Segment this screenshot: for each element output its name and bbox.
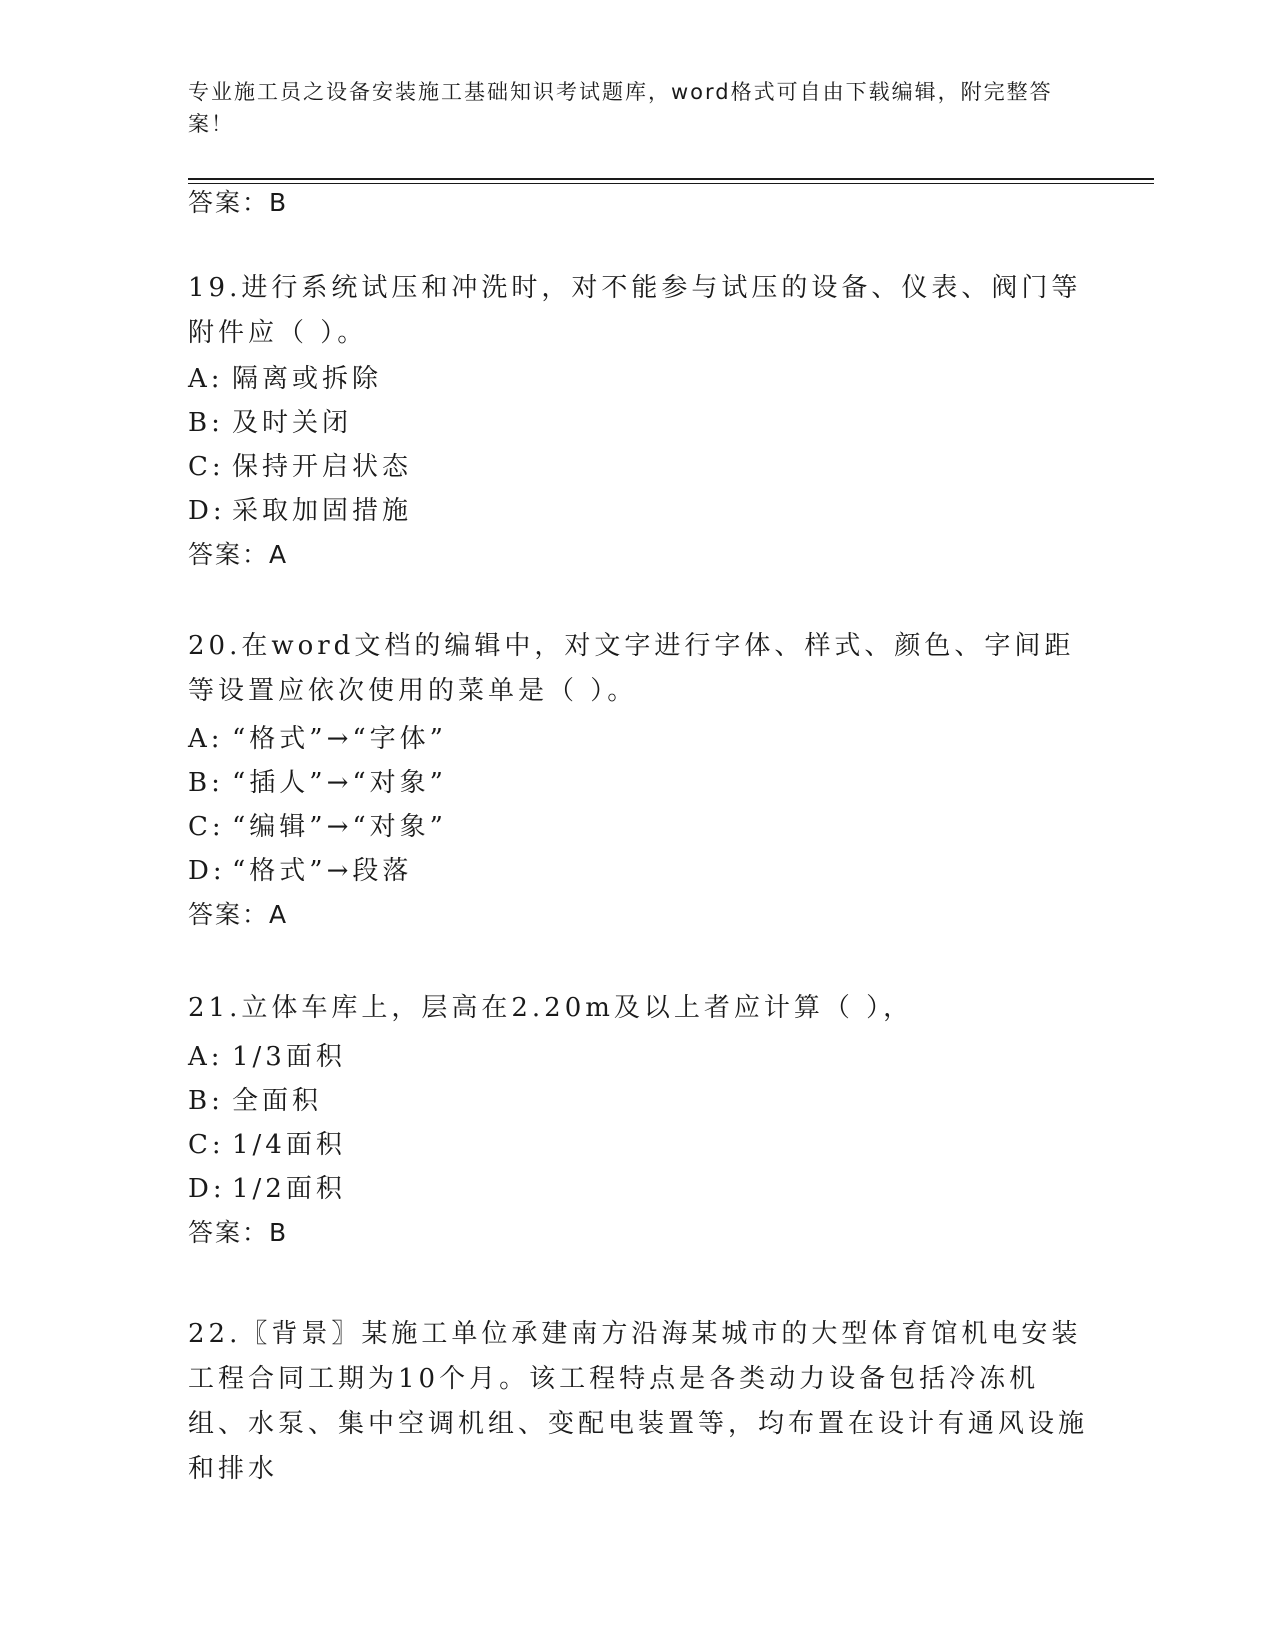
question-21-option-d (188, 1172, 346, 1206)
option-key: B: (188, 1086, 224, 1116)
option-key: A: (188, 724, 224, 754)
option-text: 1/3面积 (232, 1042, 346, 1072)
question-20-text: 20.在word文档的编辑中，对文字进行字体、样式、颜色、字间距等设置应依次使用的菜单是（ ）。 (188, 631, 1075, 706)
option-key: C: (188, 452, 225, 482)
option-key: D: (188, 1174, 226, 1204)
option-key: C: (188, 1130, 225, 1160)
question-19-option-b (188, 406, 352, 440)
option-text: 及时关闭 (232, 408, 353, 438)
option-text: “格式”→“字体” (232, 724, 447, 754)
question-20-option-b (188, 766, 447, 800)
question-21-option-c (188, 1128, 346, 1162)
option-text: “插人”→“对象” (232, 768, 447, 798)
question-21-option-b (188, 1084, 322, 1118)
option-key: A: (188, 364, 224, 394)
option-text: 隔离或拆除 (232, 364, 383, 394)
question-19-text: 19.进行系统试压和冲洗时，对不能参与试压的设备、仪表、阀门等附件应（ ）。 (188, 273, 1082, 348)
option-key: B: (188, 408, 224, 438)
option-key: B: (188, 768, 224, 798)
option-text: “编辑”→“对象” (232, 812, 447, 842)
header-divider (188, 178, 1154, 180)
question-22-text: 22.〖背景〗某施工单位承建南方沿海某城市的大型体育馆机电安装工程合同工期为10个月。该工程特点是各类动力设备包括冷冻机组、水泵、集中空调机组、变配电装置等，均布置在设计有通风设施和排水 (188, 1319, 1089, 1484)
question-19-answer: 答案：A (188, 540, 289, 569)
question-20-answer: 答案：A (188, 900, 289, 929)
question-19-option-c (188, 450, 412, 484)
question-19-option-a (188, 362, 382, 396)
question-20-option-a (188, 722, 447, 756)
option-key: C: (188, 812, 225, 842)
question-20-option-c (188, 810, 447, 844)
answer-line: 答案：B (188, 188, 289, 217)
question-20-option-d (188, 854, 412, 888)
option-key: A: (188, 1042, 224, 1072)
option-key: D: (188, 496, 226, 526)
question-21-option-a (188, 1040, 346, 1074)
option-text: 全面积 (232, 1086, 323, 1116)
header-divider-thin (188, 183, 1154, 184)
option-text: 1/2面积 (232, 1174, 346, 1204)
question-21-text: 21.立体车库上，层高在2.20m及以上者应计算（ ）， (188, 993, 914, 1023)
option-text: “格式”→段落 (232, 856, 413, 886)
option-text: 采取加固措施 (232, 496, 413, 526)
question-21-answer: 答案：B (188, 1218, 289, 1247)
option-text: 1/4面积 (232, 1130, 346, 1160)
document-header: 专业施工员之设备安装施工基础知识考试题库，word格式可自由下载编辑，附完整答案！ (188, 80, 1053, 136)
option-key: D: (188, 856, 226, 886)
option-text: 保持开启状态 (232, 452, 413, 482)
question-19-option-d (188, 494, 412, 528)
